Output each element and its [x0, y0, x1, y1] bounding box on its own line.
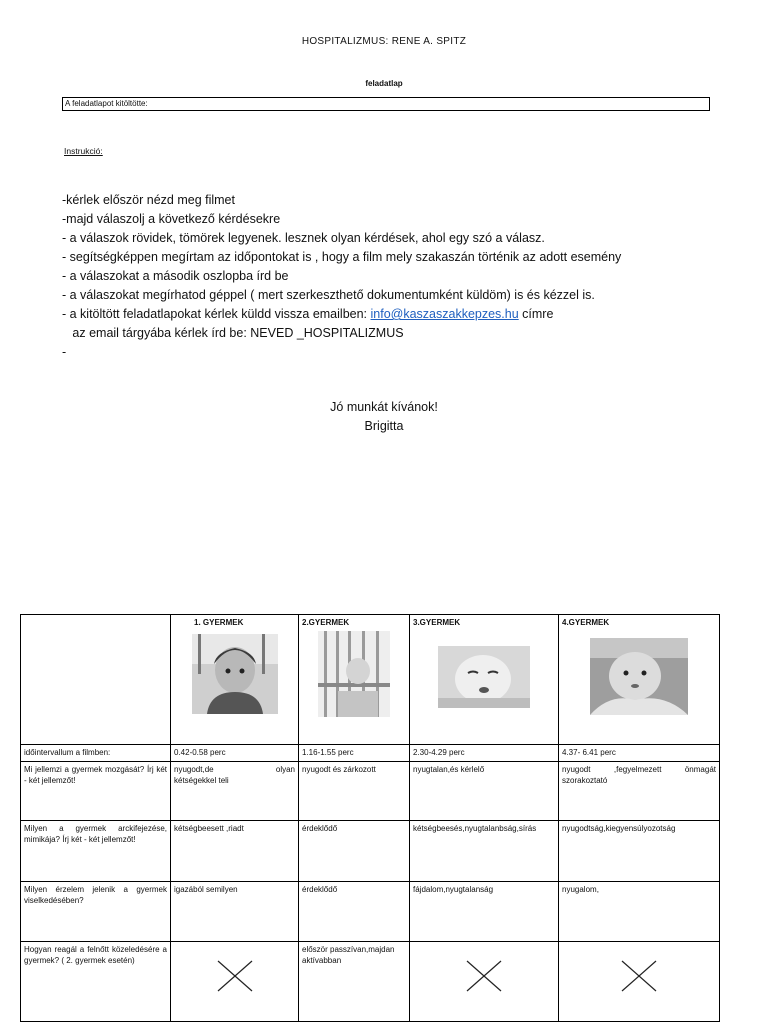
instruction-line: - a válaszokat a második oszlopba írd be	[62, 269, 289, 283]
child-column-1	[171, 615, 299, 745]
answer-cell[interactable]: 4.37- 6.41 perc	[559, 745, 720, 762]
answer-cell[interactable]: nyugodt ,fegyelmezett önmagát szorakoztató	[559, 762, 720, 821]
instruction-line: - segítségképpen megírtam az időpontokat is , hogy a film mely szakaszán történik az adott esemény	[62, 250, 622, 264]
answer-cell[interactable]: kétségbeesés,nyugtalanbság,sírás	[410, 821, 559, 882]
child-3-photo	[438, 646, 530, 708]
answer-cell[interactable]: nyugalom,	[559, 882, 720, 942]
child-2-photo	[318, 631, 390, 717]
instructions-heading: Instrukció:	[64, 146, 103, 156]
answer-cell[interactable]: érdeklődő	[299, 821, 410, 882]
answer-cell[interactable]: nyugodtság,kiegyensúlyozotság	[559, 821, 720, 882]
header-empty-cell	[21, 615, 171, 745]
cross-mark-icon	[217, 960, 253, 992]
child-1-photo	[192, 634, 278, 714]
table-row	[21, 762, 720, 821]
child-1-heading: 1. GYERMEK	[194, 618, 244, 627]
question-cell: időintervallum a filmben:	[21, 745, 171, 762]
instruction-line: -majd válaszolj a következő kérdésekre	[62, 212, 281, 226]
closing-signature: Brigitta	[364, 419, 404, 433]
question-cell: Milyen érzelem jelenik a gyermek viselkedésében?	[21, 882, 171, 942]
answer-cell[interactable]: 1.16-1.55 perc	[299, 745, 410, 762]
observation-table	[20, 614, 720, 1022]
email-line-prefix: - a kitöltött feladatlapokat kérlek küldd vissza emailben:	[62, 307, 371, 321]
answer-cell[interactable]: 0.42-0.58 perc	[171, 745, 299, 762]
email-line-suffix: címre	[518, 307, 554, 321]
question-cell: Hogyan reagál a felnőtt közeledésére a gyermek? ( 2. gyermek esetén)	[21, 942, 171, 1022]
answer-cell[interactable]: 2.30-4.29 perc	[410, 745, 559, 762]
instruction-trailing-dash: -	[62, 345, 67, 359]
child-3-heading: 3.GYERMEK	[413, 618, 461, 627]
table-row	[21, 942, 720, 1022]
answer-cell-crossed	[410, 942, 559, 1022]
question-cell: Milyen a gyermek arckifejezése, mimikája? Írj két - két jellemzőt!	[21, 821, 171, 882]
closing-greeting: Jó munkát kívánok!	[330, 400, 438, 414]
answer-cell[interactable]: először passzívan,majdan aktívabban	[299, 942, 410, 1022]
email-link[interactable]: info@kaszaszakkepzes.hu	[370, 307, 519, 321]
cross-mark-icon	[466, 960, 502, 992]
instruction-line: - a válaszokat megírhatod géppel ( mert szerkeszthető dokumentumként küldöm) is és kézzel is.	[62, 288, 595, 302]
closing-block	[0, 398, 768, 436]
document-title: HOSPITALIZMUS: RENE A. SPITZ	[301, 36, 467, 47]
child-4-photo	[590, 638, 688, 715]
instruction-line: - a válaszok rövidek, tömörek legyenek. lesznek olyan kérdések, ahol egy szó a válasz.	[62, 231, 545, 245]
child-column-2	[299, 615, 410, 745]
child-4-heading: 4.GYERMEK	[562, 618, 610, 627]
instruction-line: -kérlek először nézd meg filmet	[62, 193, 235, 207]
answer-cell-crossed	[171, 942, 299, 1022]
answer-cell[interactable]: érdeklődő	[299, 882, 410, 942]
answer-cell[interactable]: nyugtalan,és kérlelő	[410, 762, 559, 821]
instruction-subject-line: az email tárgyába kérlek írd be: NEVED _HOSPITALIZMUS	[62, 326, 404, 340]
answer-cell[interactable]: nyugodt és zárkozott	[299, 762, 410, 821]
answer-cell-crossed	[559, 942, 720, 1022]
answer-cell[interactable]: nyugodt,de olyan kétségekkel teli	[171, 762, 299, 821]
filled-by-label: A feladatlapot kitöltötte:	[65, 99, 148, 108]
document-subtitle: feladatlap	[365, 79, 403, 88]
instructions-list	[62, 191, 742, 362]
answer-cell[interactable]: igazából semilyen	[171, 882, 299, 942]
table-row	[21, 745, 720, 762]
instruction-line-email	[62, 305, 742, 324]
cross-mark-icon	[621, 960, 657, 992]
table-header-row	[21, 615, 720, 745]
child-2-heading: 2.GYERMEK	[302, 618, 350, 627]
filled-by-field[interactable]	[62, 97, 710, 111]
child-column-3	[410, 615, 559, 745]
table-row	[21, 821, 720, 882]
table-row	[21, 882, 720, 942]
question-cell: Mi jellemzi a gyermek mozgását? Írj két - két jellemzőt!	[21, 762, 171, 821]
answer-cell[interactable]: fájdalom,nyugtalanság	[410, 882, 559, 942]
child-column-4	[559, 615, 720, 745]
answer-cell[interactable]: kétségbeesett ,riadt	[171, 821, 299, 882]
